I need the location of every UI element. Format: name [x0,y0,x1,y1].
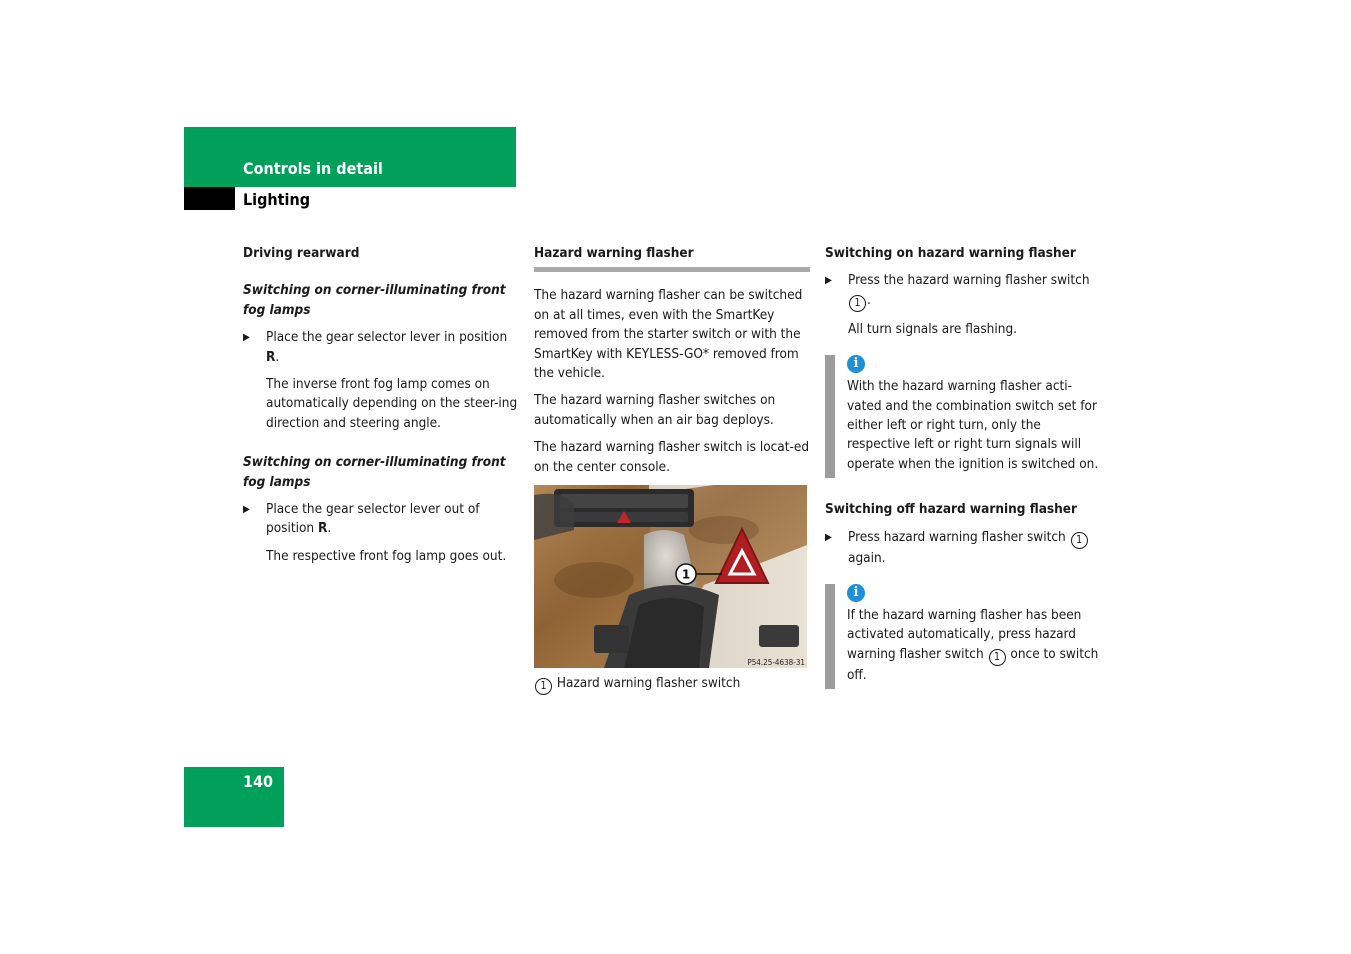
subheading-switch-on-1: Switching on corner-illuminating front fog lamps [243,282,506,318]
paragraph: The hazard warning flasher switch is locat-ed on the center console. [534,439,810,475]
column-left [243,244,519,574]
triangle-bullet-icon: ▶ [243,332,250,344]
instruction-step: ▶ Place the gear selector lever in position R. [243,329,508,365]
paragraph: The hazard warning flasher switches on automatically when an air bag deploys. [534,392,776,428]
column-middle [534,244,810,695]
info-note [825,584,1101,685]
circled-number: 1 [849,295,866,312]
paragraph: The hazard warning flasher can be switched on at all times, even with the SmartKey removed from the starter switch or with the SmartKey with KEYLESS-GO* removed from the vehicle. [534,287,803,382]
info-note [825,355,1101,474]
instruction-step: ▶ Press the hazard warning flasher switch 1 . [825,271,1101,311]
subheading-switch-on-2: Switching on corner-illuminating front fog lamps [243,454,506,490]
heading-hazard-warning-flasher: Hazard warning flasher [534,244,810,272]
figure-callout-number: 1 [681,567,691,582]
figure-code: P54.25-4638-31 [747,658,805,668]
column-right [825,244,1101,711]
info-icon: i [847,355,865,373]
section-title: Controls in detail [243,159,383,178]
info-bar [825,584,835,689]
triangle-bullet-icon: ▶ [243,504,250,516]
heading-switch-on-hazard: Switching on hazard warning flasher [825,245,1076,261]
triangle-bullet-icon: ▶ [825,275,832,287]
subsection-title: Lighting [243,190,311,209]
circled-number: 1 [1071,532,1088,549]
info-bar [825,355,835,478]
figure-caption: 1 Hazard warning flasher switch [534,674,810,695]
instruction-step: ▶ Place the gear selector lever out of position R. [243,501,480,537]
instruction-result: The respective front fog lamp goes out. [266,547,507,564]
info-text: With the hazard warning flasher acti-vated and the combination switch set for either left or right turn, only the respective left or right turn signals will operate when the ignition is switched on. [847,378,1099,472]
heading-switch-off-hazard: Switching off hazard warning flasher [825,501,1078,518]
page-number: 140 [243,772,274,791]
triangle-bullet-icon: ▶ [825,531,832,543]
instruction-step: ▶ Press hazard warning flasher switch 1 again. [825,528,1101,568]
instruction-result: The inverse front fog lamp comes on automatically depending on the steer-ing direction and steering angle. [266,376,518,431]
circled-number: 1 [535,678,552,695]
center-console-photo [534,485,807,668]
circled-number: 1 [989,649,1006,666]
info-text: If the hazard warning flasher has been activated automatically, press hazard warning flasher switch 1 once to switch off. [847,607,1099,683]
info-icon: i [847,584,865,602]
heading-driving-rearward: Driving rearward [243,245,360,261]
header-marker [184,187,235,210]
instruction-result: All turn signals are flashing. [848,320,1018,337]
